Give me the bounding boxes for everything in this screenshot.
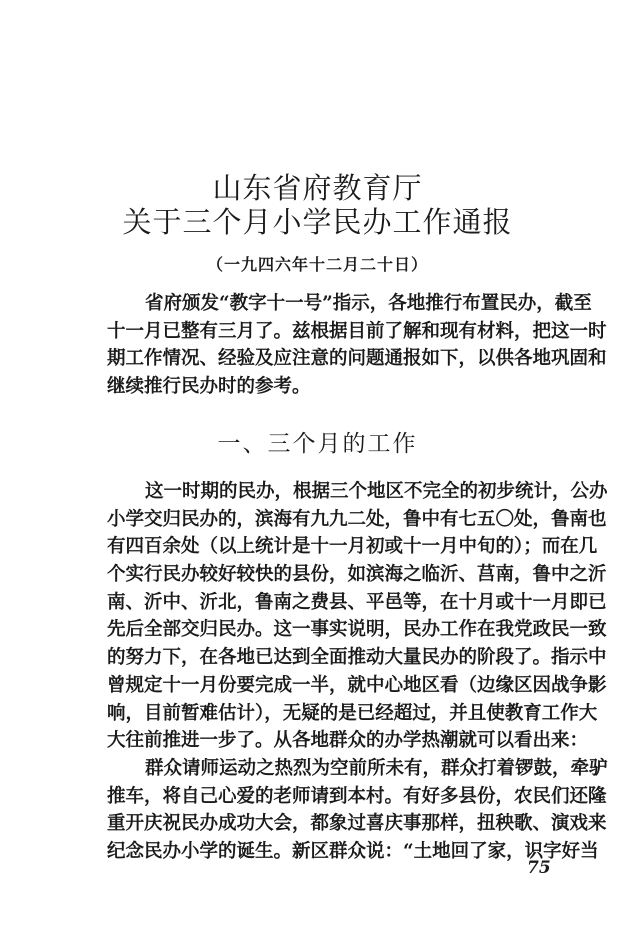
text-line: 响，目前暂难估计），无疑的是已经超过，并且使教育工作大 bbox=[107, 702, 598, 724]
text-line: 南、沂中、沂北，鲁南之费县、平邑等，在十月或十一月即已 bbox=[107, 591, 607, 613]
body-paragraph-2 bbox=[107, 478, 608, 755]
text-line: 纪念民办小学的诞生。新区群众说：“土地回了家，识字好当 bbox=[107, 841, 599, 863]
text-line: 推车，将自己心爱的老师请到本村。有好多县份，农民们还隆 bbox=[107, 785, 607, 807]
text-line: 先后全部交归民办。这一事实说明，民办工作在我党政民一致 bbox=[107, 619, 607, 641]
document-date: （一九四六年十二月二十日） bbox=[206, 255, 428, 274]
text-line: 大往前推进一步了。从各地群众的办学热潮就可以看出来： bbox=[107, 730, 589, 752]
body-paragraph-3 bbox=[107, 755, 608, 866]
text-line: 期工作情况、经验及应注意的问题通报如下，以供各地巩固和 bbox=[107, 348, 607, 370]
text-line: 曾规定十一月份要完成一半，就中心地区看（边缘区因战争影 bbox=[107, 674, 607, 696]
text-line: 省府颁发“教字十一号”指示，各地推行布置民办，截至 bbox=[145, 293, 592, 314]
text-line: 个实行民办较好较快的县份，如滨海之临沂、莒南，鲁中之沂 bbox=[107, 564, 607, 586]
document-title-line-2: 关于三个月小学民办工作通报 bbox=[122, 205, 513, 239]
section-heading: 一、三个月的工作 bbox=[217, 431, 418, 457]
text-line: 这一时期的民办，根据三个地区不完全的初步统计，公办 bbox=[145, 481, 608, 502]
text-line: 重开庆祝民办成功大会，都象过喜庆事那样，扭秧歌、演戏来 bbox=[107, 813, 607, 835]
document-title-line-1: 山东省府教育厅 bbox=[212, 171, 423, 205]
text-line: 的努力下，在各地已达到全面推动大量民办的阶段了。指示中 bbox=[107, 647, 607, 669]
text-line: 有四百余处（以上统计是十一月初或十一月中旬的）；而在几 bbox=[107, 536, 598, 558]
intro-paragraph bbox=[107, 290, 607, 401]
text-line: 小学交归民办的，滨海有九九二处，鲁中有七五〇处，鲁南也 bbox=[107, 508, 607, 530]
text-line: 群众请师运动之热烈为空前所未有，群众打着锣鼓，牵驴 bbox=[145, 758, 608, 779]
text-line: 继续推行民办时的参考。 bbox=[107, 376, 311, 398]
text-line: 十一月已整有三月了。兹根据目前了解和现有材料，把这一时 bbox=[107, 320, 607, 342]
page-number: 75 bbox=[527, 858, 551, 878]
